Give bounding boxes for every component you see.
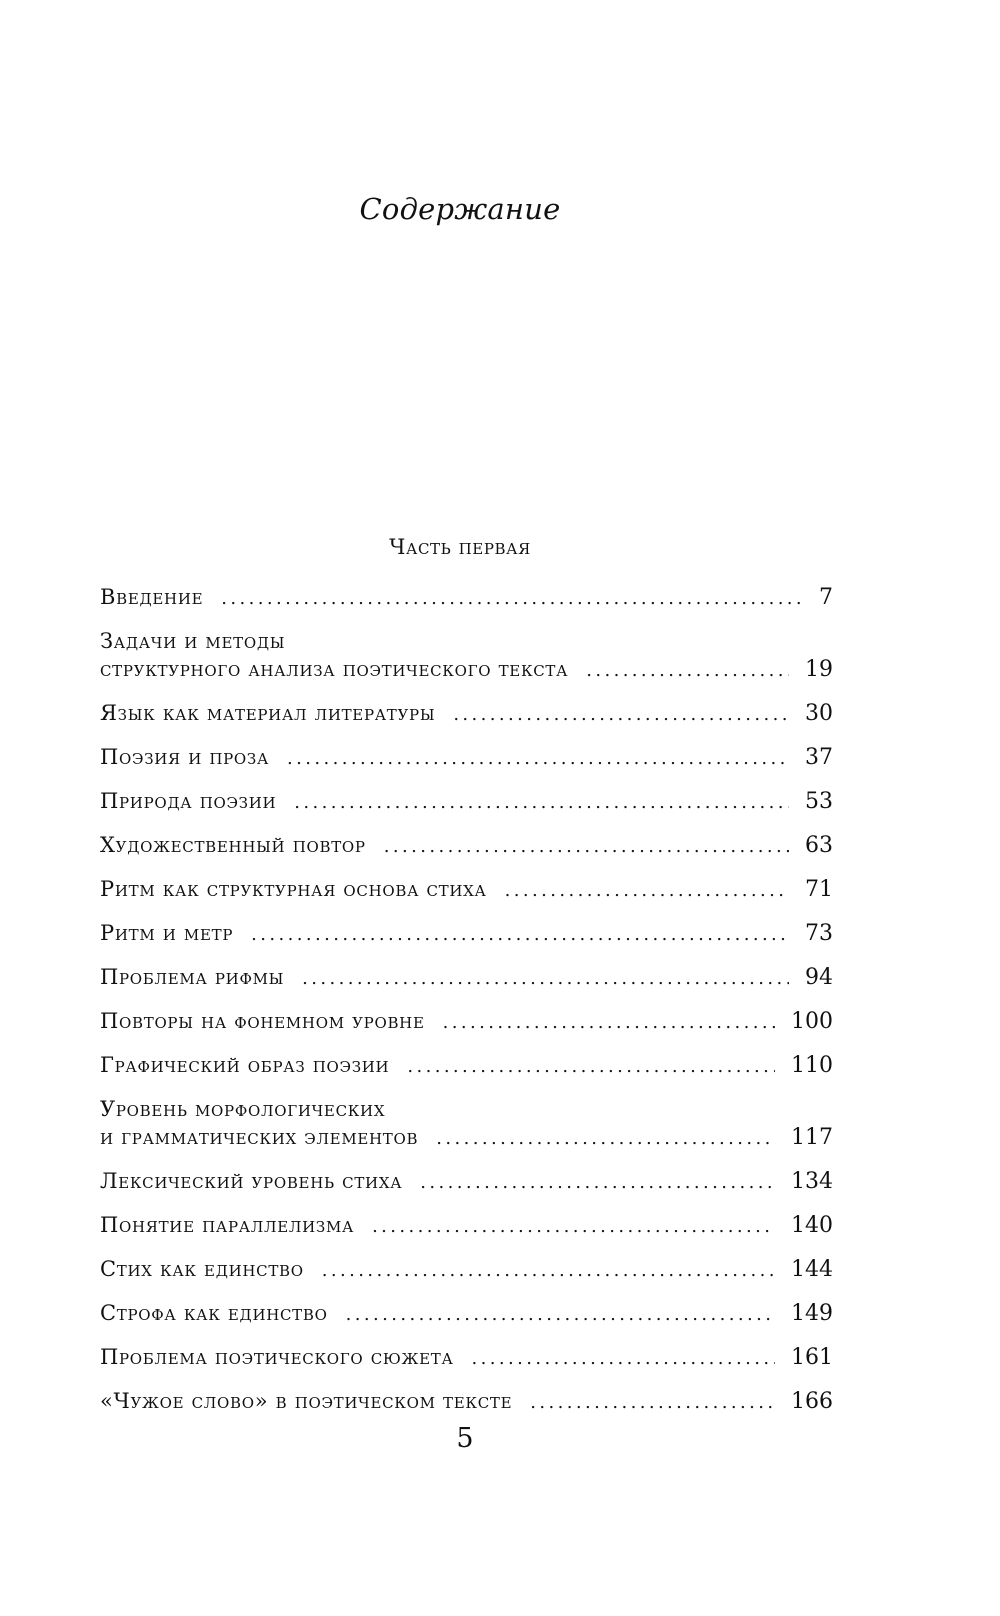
- toc-entry-title: структурного анализа поэтического текста: [100, 657, 569, 681]
- toc-entry-title: «Чужое слово» в поэтическом тексте: [100, 1389, 513, 1413]
- toc-entry-line: [100, 790, 833, 812]
- toc-entry-page-number: 140: [791, 1213, 833, 1238]
- toc-entry-line: [100, 878, 833, 900]
- toc-entry-line: [100, 658, 833, 680]
- toc-entry: [100, 1258, 833, 1280]
- toc-entry-page-number: 53: [805, 789, 833, 814]
- dot-leader: [302, 968, 789, 990]
- toc-entry-page-number: 73: [805, 921, 833, 946]
- toc-entry-page-number: 100: [791, 1009, 833, 1034]
- toc-entry-title: Строфа как единство: [100, 1301, 328, 1325]
- toc-entry: [100, 1170, 833, 1192]
- toc-entry-line: [100, 1126, 833, 1148]
- toc-entry: [100, 1390, 833, 1412]
- toc-entry: [100, 922, 833, 944]
- toc-entry-title: Повторы на фонемном уровне: [100, 1009, 425, 1033]
- toc-entry-page-number: 94: [805, 965, 833, 990]
- toc-entry-title: Понятие параллелизма: [100, 1213, 355, 1237]
- toc-entry-title: Проблема поэтического сюжета: [100, 1345, 454, 1369]
- toc-entry-title: Задачи и методы: [100, 629, 286, 653]
- toc-entry-page-number: 144: [791, 1257, 833, 1282]
- toc-entry-title: Графический образ поэзии: [100, 1053, 390, 1077]
- dot-leader: [443, 1012, 775, 1034]
- toc-entry-line: [100, 1010, 833, 1032]
- toc-entry-title: Проблема рифмы: [100, 965, 285, 989]
- dot-leader: [586, 660, 789, 682]
- toc-entry-page-number: 161: [791, 1345, 833, 1370]
- toc-entry-title: Лексический уровень стиха: [100, 1169, 403, 1193]
- toc-entry-line: [100, 1214, 833, 1236]
- dot-leader: [251, 924, 789, 946]
- dot-leader: [346, 1304, 775, 1326]
- dot-leader: [372, 1216, 775, 1238]
- part-heading: Часть первая: [389, 535, 531, 559]
- toc-entry-page-number: 7: [819, 585, 833, 610]
- dot-leader: [407, 1056, 775, 1078]
- toc-entry-title: Ритм как структурная основа стиха: [100, 877, 487, 901]
- dot-leader: [436, 1128, 775, 1150]
- toc-entry: [100, 746, 833, 768]
- toc-entry: [100, 1010, 833, 1032]
- toc-entry: [100, 790, 833, 812]
- page-number: 5: [456, 1423, 474, 1454]
- toc-entry-title: Уровень морфологических: [100, 1097, 386, 1121]
- toc-entry-title: Введение: [100, 585, 204, 609]
- toc-entry-line: [100, 1170, 833, 1192]
- toc-entry-line: [100, 834, 833, 856]
- dot-leader: [287, 748, 789, 770]
- dot-leader: [221, 588, 803, 610]
- toc-entry-page-number: 19: [805, 657, 833, 682]
- toc-entry-line: [100, 966, 833, 988]
- toc-entry-page-number: 149: [791, 1301, 833, 1326]
- toc-entry: [100, 834, 833, 856]
- toc-entry-line: [100, 1098, 833, 1120]
- toc-entry-line: [100, 1258, 833, 1280]
- toc-entry-line: [100, 922, 833, 944]
- toc-entry: [100, 630, 833, 680]
- toc-entry-line: [100, 630, 833, 652]
- toc-entry-title: Художественный повтор: [100, 833, 366, 857]
- dot-leader: [294, 792, 789, 814]
- toc-entry: [100, 1098, 833, 1148]
- toc-entry-title: Язык как материал литературы: [100, 701, 436, 725]
- toc-entry-page-number: 71: [805, 877, 833, 902]
- dot-leader: [530, 1392, 775, 1414]
- toc-entry-page-number: 166: [791, 1389, 833, 1414]
- toc-entry: [100, 1302, 833, 1324]
- toc-entry-page-number: 37: [805, 745, 833, 770]
- toc-entry-line: [100, 586, 833, 608]
- dot-leader: [322, 1260, 775, 1282]
- toc-entry: [100, 1214, 833, 1236]
- toc-entry-line: [100, 746, 833, 768]
- toc-entry: [100, 1054, 833, 1076]
- toc-entry: [100, 966, 833, 988]
- toc-entry-title: Ритм и метр: [100, 921, 234, 945]
- toc-entry-title: и грамматических элементов: [100, 1125, 419, 1149]
- toc-entry-line: [100, 1302, 833, 1324]
- toc-entry-page-number: 30: [805, 701, 833, 726]
- toc-entry-page-number: 134: [791, 1169, 833, 1194]
- toc-entry-line: [100, 1346, 833, 1368]
- toc-entry-title: Поэзия и проза: [100, 745, 270, 769]
- toc-entry-title: Природа поэзии: [100, 789, 277, 813]
- dot-leader: [505, 880, 789, 902]
- page-title: Содержание: [359, 192, 561, 226]
- toc-entry-line: [100, 1390, 833, 1412]
- toc-entry-page-number: 110: [791, 1053, 833, 1078]
- toc-entry-title: Стих как единство: [100, 1257, 304, 1281]
- dot-leader: [453, 704, 789, 726]
- toc-entry: [100, 878, 833, 900]
- toc-entry-page-number: 63: [805, 833, 833, 858]
- table-of-contents: [100, 586, 833, 1434]
- dot-leader: [384, 836, 789, 858]
- toc-entry-page-number: 117: [791, 1125, 833, 1150]
- dot-leader: [420, 1172, 775, 1194]
- toc-entry: [100, 586, 833, 608]
- toc-entry: [100, 702, 833, 724]
- toc-entry: [100, 1346, 833, 1368]
- toc-entry-line: [100, 702, 833, 724]
- toc-entry-line: [100, 1054, 833, 1076]
- dot-leader: [472, 1348, 775, 1370]
